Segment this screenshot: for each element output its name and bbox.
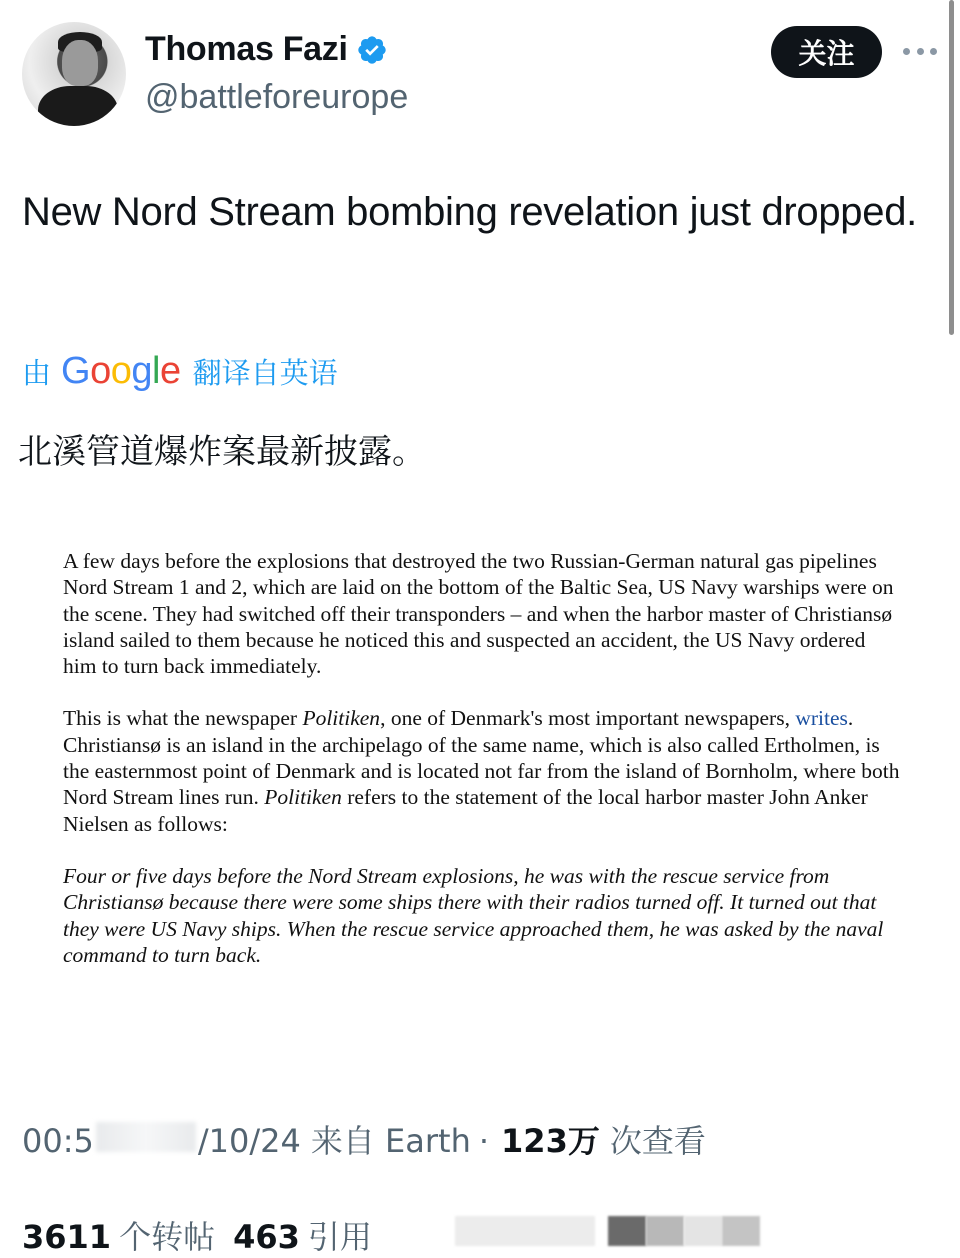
more-dot (903, 48, 910, 55)
article-quote: Four or five days before the Nord Stream explosions, he was with the rescue service from Christiansø because there were some ships there with their radios turned off. It turned out that they were US Navy ships. When the rescue service approached them, he was asked by the naval command to turn back. (63, 863, 884, 967)
scrollbar[interactable] (949, 0, 954, 335)
redacted-stat (722, 1216, 760, 1246)
quote-count[interactable]: 463 (233, 1218, 300, 1256)
google-letter: g (131, 350, 152, 392)
redacted-stat (608, 1216, 646, 1246)
google-letter: o (110, 350, 132, 392)
more-dot (917, 48, 924, 55)
follow-button[interactable]: 关注 (771, 26, 882, 78)
google-letter: l (152, 350, 160, 392)
article-paragraph-2 (63, 705, 903, 836)
redacted-stat (455, 1216, 595, 1246)
google-letter: o (90, 350, 111, 392)
tweet-meta (22, 1116, 706, 1162)
engagement-stats (22, 1212, 390, 1258)
article-publication: Politiken (302, 706, 381, 731)
translated-text: 北溪管道爆炸案最新披露。 (18, 432, 426, 472)
google-letter: e (159, 350, 181, 392)
verified-badge-icon (356, 34, 388, 66)
avatar[interactable] (22, 22, 126, 126)
redacted-stat (684, 1216, 722, 1246)
attached-article-image[interactable] (63, 548, 903, 994)
tweet-source: 来自 Earth (310, 1122, 471, 1160)
redacted-time (96, 1122, 196, 1152)
google-letter: G (61, 350, 91, 392)
google-logo (61, 350, 181, 393)
more-dot (930, 48, 937, 55)
meta-separator: · (478, 1122, 490, 1160)
article-paragraph-1: A few days before the explosions that destroyed the two Russian-German natural gas pipelines Nord Stream 1 and 2, which are laid on the bottom of the Baltic Sea, US Navy warships were on the scene. They had switched off their transponders – and when the harbor master of Christiansø island sailed to them because he noticed this and suspected an accident, the US Navy ordered him to turn back immediately. (63, 549, 894, 679)
article-publication: Politiken (264, 785, 342, 810)
user-handle[interactable]: @battleforeurope (145, 78, 409, 116)
display-name[interactable] (145, 30, 388, 69)
article-link: writes (795, 706, 848, 731)
avatar-face (62, 40, 98, 86)
display-name-text[interactable]: Thomas Fazi (145, 30, 348, 68)
translation-suffix: 翻译自英语 (192, 356, 338, 390)
quote-label[interactable]: 引用 (307, 1218, 372, 1256)
redacted-stat (646, 1216, 684, 1246)
translation-attribution[interactable] (22, 350, 338, 393)
article-text: . Christiansø is an island in the archipelago of the same name, which is also called Ertholmen, is the easternmost point of Denmark and is located not far from the island of Bornholm, where both Nord Stream lines run. (63, 706, 900, 810)
more-horizontal-icon[interactable] (903, 44, 937, 58)
view-label: 次查看 (609, 1122, 706, 1160)
repost-count[interactable]: 3611 (22, 1218, 112, 1256)
tweet-date[interactable]: /10/24 (197, 1122, 301, 1160)
article-text: , one of Denmark's most important newspapers, (380, 706, 796, 731)
tweet-text: New Nord Stream bombing revelation just dropped. (22, 190, 917, 234)
repost-label[interactable]: 个转帖 (119, 1218, 216, 1256)
tweet-time[interactable]: 00:5 (22, 1122, 94, 1160)
article-text: This is what the newspaper (63, 706, 303, 731)
article-text: refers to the statement of the local harbor master John Anker Nielsen as follows: (63, 785, 868, 836)
avatar-body (38, 86, 118, 126)
view-count: 123万 (501, 1122, 600, 1160)
translation-prefix: 由 (22, 356, 52, 390)
